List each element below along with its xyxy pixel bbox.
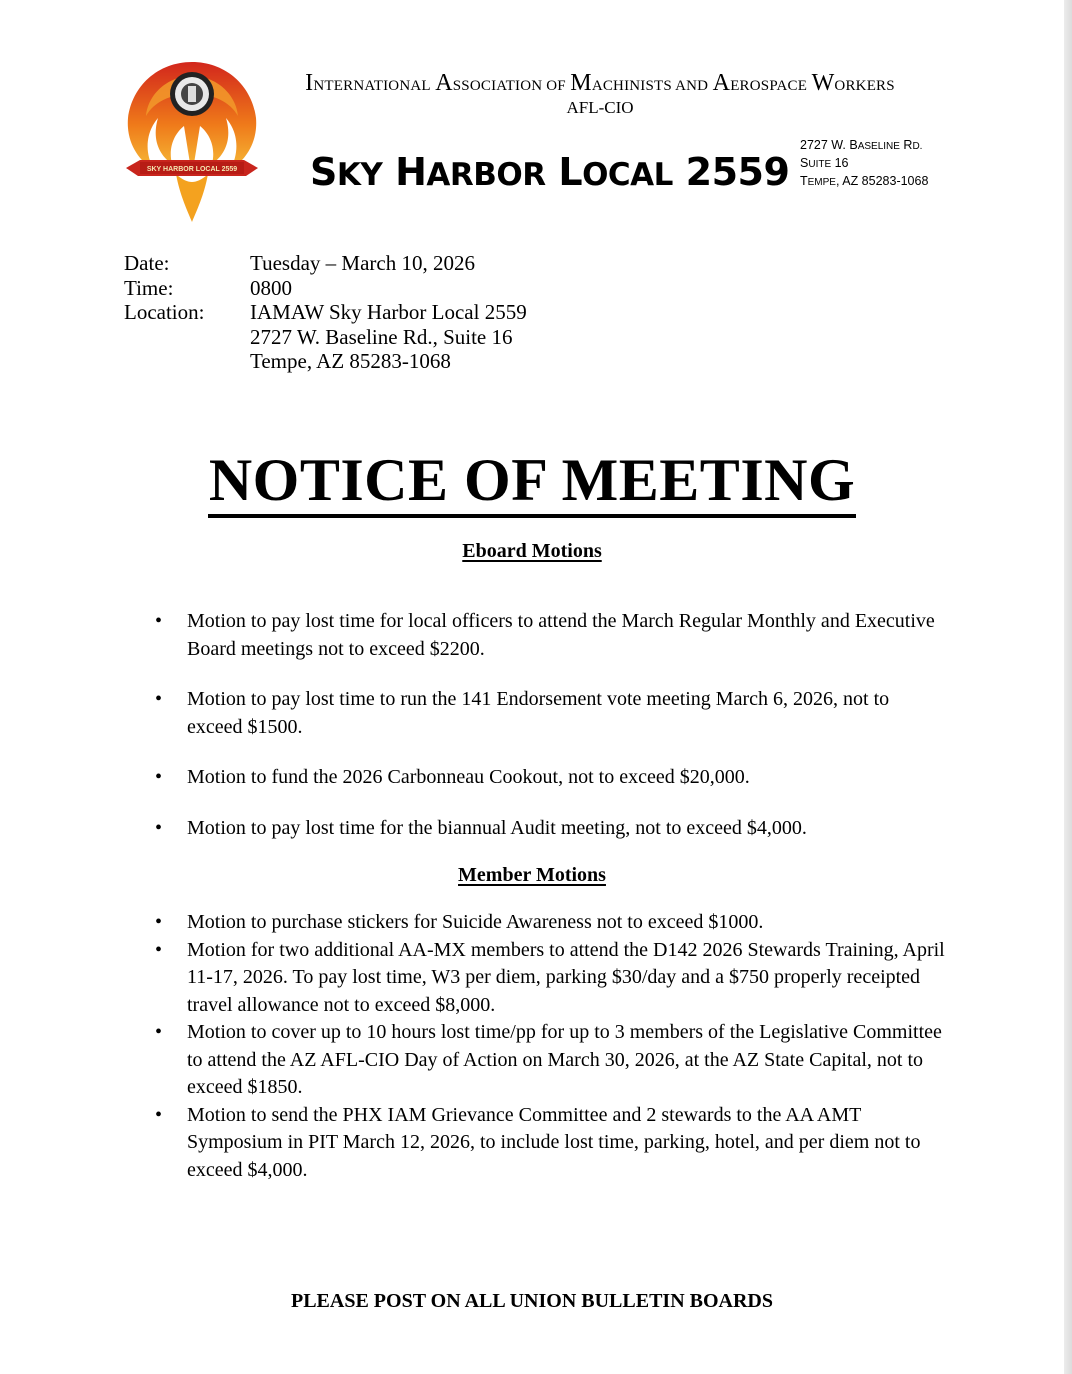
location-value: IAMAW Sky Harbor Local 2559 2727 W. Baseline Rd., Suite 16 Tempe, AZ 85283-1068 <box>250 300 527 373</box>
meeting-info <box>124 251 527 374</box>
page-edge <box>1064 0 1072 1374</box>
list-item: • Motion to pay lost time for the biannual Audit meeting, not to exceed $4,000. <box>155 815 945 843</box>
eboard-heading: Eboard Motions <box>462 540 602 562</box>
time-value: 0800 <box>250 275 292 300</box>
list-item: • Motion to pay lost time for local officers to attend the March Regular Monthly and Executive Board meetings not to exceed $2200. <box>155 608 945 663</box>
union-logo <box>118 56 266 228</box>
member-heading: Member Motions <box>458 864 606 886</box>
list-item: • Motion to cover up to 10 hours lost time/pp for up to 3 members of the Legislative Committee to attend the AZ AFL-CIO Day of Action on March 30, 2026, at the AZ State Capital, not to exceed $1850. <box>155 1019 945 1102</box>
list-item: • Motion to purchase stickers for Suicide Awareness not to exceed $1000. <box>155 909 945 937</box>
member-motions-list <box>155 909 945 1184</box>
logo-banner-text: SKY HARBOR LOCAL 2559 <box>146 166 238 173</box>
eboard-motions-list <box>155 608 945 865</box>
date-label: Date: <box>124 251 170 275</box>
location-label: Location: <box>124 300 205 324</box>
time-label: Time: <box>124 275 174 300</box>
header-address: 2727 W. BASELINE RD. SUITE 16 TEMPE, AZ 85283-1068 <box>800 138 929 188</box>
organization-name: INTERNATIONAL ASSOCIATION OF MACHINISTS AND AEROSPACE WORKERS <box>305 70 895 96</box>
list-item: • Motion to pay lost time to run the 141 Endorsement vote meeting March 6, 2026, not to exceed $1500. <box>155 686 945 741</box>
footer-notice: PLEASE POST ON ALL UNION BULLETIN BOARDS <box>291 1290 773 1312</box>
date-value: Tuesday – March 10, 2026 <box>250 251 475 275</box>
local-name: SKY HARBOR LOCAL 2559 <box>310 150 790 194</box>
list-item: • Motion to send the PHX IAM Grievance Committee and 2 stewards to the AA AMT Symposium in PIT March 12, 2026, to include lost time, parking, hotel, and per diem not to exceed $4,000. <box>155 1102 945 1185</box>
affiliation: AFL-CIO <box>566 98 634 117</box>
notice-title: NOTICE OF MEETING <box>0 446 1064 518</box>
list-item: • Motion for two additional AA-MX members to attend the D142 2026 Stewards Training, April 11-17, 2026. To pay lost time, W3 per diem, parking $30/day and a $750 properly receipted travel allowance not to exceed $8,000. <box>155 937 945 1020</box>
list-item: • Motion to fund the 2026 Carbonneau Cookout, not to exceed $20,000. <box>155 764 945 792</box>
